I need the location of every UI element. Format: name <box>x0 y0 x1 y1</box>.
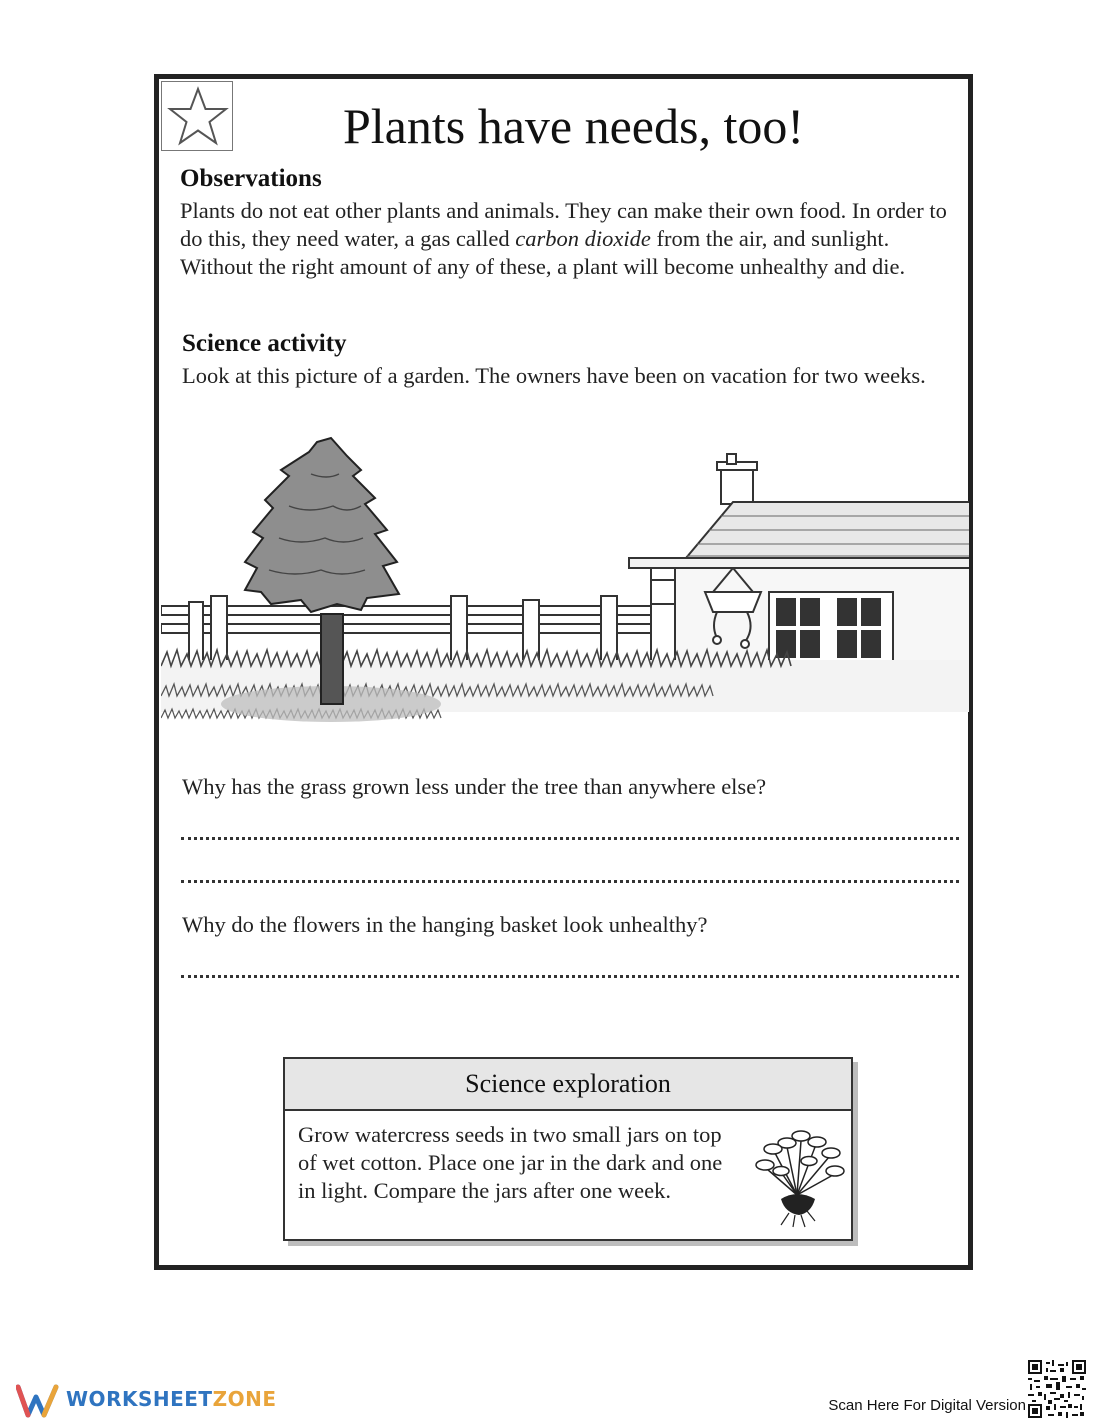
brand-name <box>66 1387 276 1411</box>
page-title: Plants have needs, too! <box>342 98 804 154</box>
brand-part1: WORKSHEET <box>66 1387 213 1411</box>
question-1: Why has the grass grown less under the tree than anywhere else? <box>182 774 767 799</box>
garden-illustration <box>161 434 969 734</box>
exploration-heading: Science exploration <box>285 1059 851 1111</box>
worksheetzone-logo-icon <box>16 1383 60 1419</box>
qr-code-icon[interactable] <box>1028 1360 1086 1418</box>
observations-text-part2: from the air, and sunlight. Without the right amount of any of these, a plant will become unhealthy and die. <box>180 226 906 279</box>
activity-text: Look at this picture of a garden. The owners have been on vacation for two weeks. <box>182 363 926 388</box>
observations-heading: Observations <box>180 165 322 192</box>
activity-heading: Science activity <box>182 330 347 357</box>
question-2: Why do the flowers in the hanging basket look unhealthy? <box>182 912 708 937</box>
watercress-icon <box>747 1117 847 1229</box>
observations-text <box>180 197 965 281</box>
brand-part2: ZONE <box>212 1387 277 1411</box>
worksheet-frame <box>154 74 973 1270</box>
observations-text-part1: Plants do not eat other plants and animals. They can make their own food. In order to do this, they need water, a gas called <box>180 198 947 251</box>
house <box>629 454 969 678</box>
observations-emphasis: carbon dioxide <box>515 226 651 251</box>
grass <box>161 650 969 722</box>
science-exploration-box <box>283 1057 853 1241</box>
answer-line-1a[interactable] <box>181 837 959 840</box>
exploration-text: Grow watercress seeds in two small jars on top of wet cotton. Place one jar in the dark and one in light. Compare the jars after one week. <box>298 1122 723 1203</box>
answer-line-1b[interactable] <box>181 880 959 883</box>
scan-caption: Scan Here For Digital Version <box>828 1397 1026 1414</box>
answer-line-2[interactable] <box>181 975 959 978</box>
